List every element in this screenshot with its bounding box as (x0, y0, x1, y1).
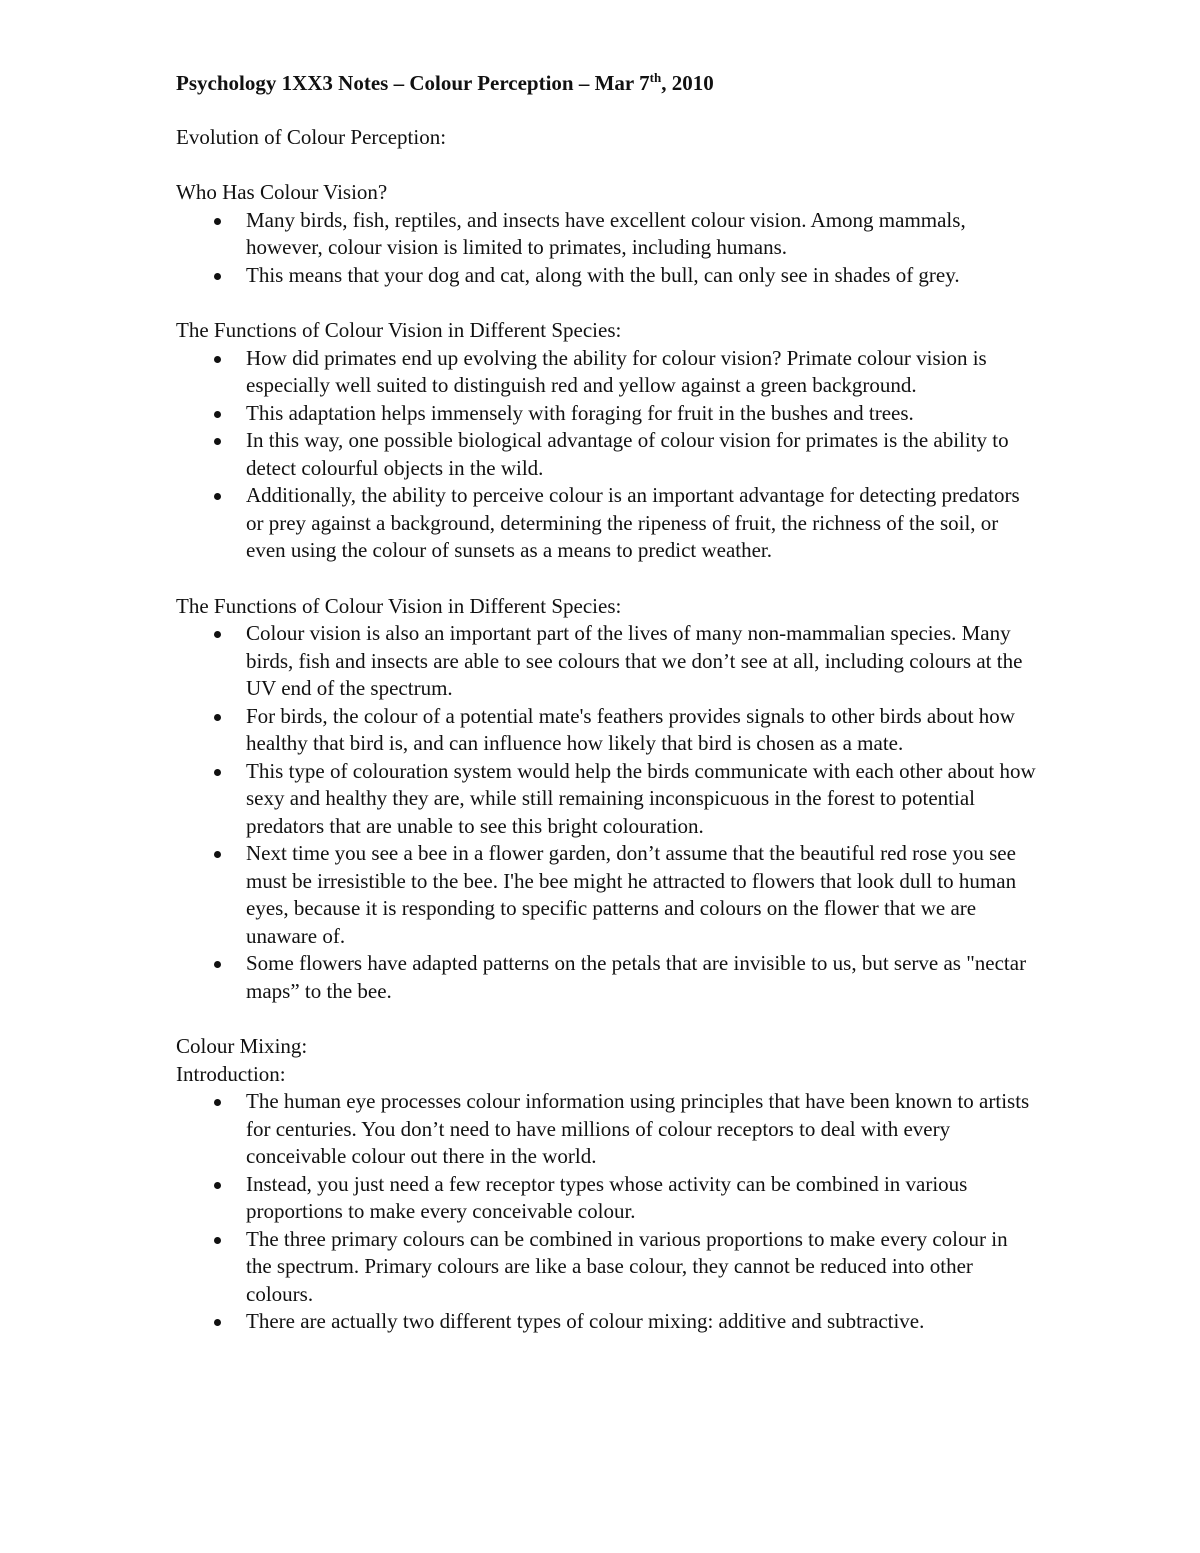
list-item: Next time you see a bee in a flower garden, don’t assume that the beautiful red rose you see must be irresistible to the bee. I'he bee might he attracted to flowers that look dull to human eyes, because it is responding to specific patterns and colours on the flower that we are unaware of. (246, 840, 1036, 950)
list-item: Many birds, fish, reptiles, and insects have excellent colour vision. Among mammals, however, colour vision is limited to primates, including humans. (246, 207, 1036, 262)
section-subheading-introduction: Introduction: (176, 1061, 286, 1086)
section-heading-colour-mixing: Colour Mixing: (176, 1034, 308, 1058)
bullet-list (176, 1088, 1036, 1336)
paragraph-spacer (176, 151, 1036, 179)
list-item: For birds, the colour of a potential mate's feathers provides signals to other birds about how healthy that bird is, and can influence how likely that bird is chosen as a mate. (246, 703, 1036, 758)
list-item: The three primary colours can be combined in various proportions to make every colour in the spectrum. Primary colours are like a base colour, they cannot be reduced into other colours. (246, 1226, 1036, 1309)
list-item: Additionally, the ability to perceive colour is an important advantage for detecting predators or prey against a background, determining the ripeness of fruit, the richness of the soil, or even using the colour of sunsets as a means to predict weather. (246, 482, 1036, 565)
list-item: This adaptation helps immensely with foraging for fruit in the bushes and trees. (246, 400, 1036, 428)
paragraph-spacer (176, 1005, 1036, 1033)
section-heading-functions-1: The Functions of Colour Vision in Different Species: (176, 318, 622, 342)
list-item: This means that your dog and cat, along with the bull, can only see in shades of grey. (246, 262, 1036, 290)
list-item: There are actually two different types of colour mixing: additive and subtractive. (246, 1308, 1036, 1336)
title-superscript: th (649, 70, 662, 85)
list-item: Instead, you just need a few receptor types whose activity can be combined in various proportions to make every conceivable colour. (246, 1171, 1036, 1226)
list-item: Colour vision is also an important part of the lives of many non-mammalian species. Many birds, fish and insects are able to see colours that we don’t see at all, including colours at the UV end of the spectrum. (246, 620, 1036, 703)
list-item: How did primates end up evolving the ability for colour vision? Primate colour vision is especially well suited to distinguish red and yellow against a green background. (246, 345, 1036, 400)
document-page (176, 70, 1036, 1336)
title-main: Psychology 1XX3 Notes – Colour Perception – Mar 7 (176, 71, 650, 95)
section-heading-who-has-colour-vision: Who Has Colour Vision? (176, 180, 388, 204)
section-heading-evolution: Evolution of Colour Perception: (176, 124, 447, 149)
bullet-list (176, 345, 1036, 565)
bullet-list (176, 620, 1036, 1005)
list-item: In this way, one possible biological advantage of colour vision for primates is the ability to detect colourful objects in the wild. (246, 427, 1036, 482)
list-item: The human eye processes colour information using principles that have been known to artists for centuries. You don’t need to have millions of colour receptors to deal with every conceivable colour out there in the world. (246, 1088, 1036, 1171)
list-item: This type of colouration system would help the birds communicate with each other about how sexy and healthy they are, while still remaining inconspicuous in the forest to potential predators that are unable to see this bright colouration. (246, 758, 1036, 841)
paragraph-spacer (176, 565, 1036, 593)
bullet-list (176, 207, 1036, 290)
paragraph-spacer (176, 289, 1036, 317)
title-tail: , 2010 (661, 71, 714, 95)
section-heading-functions-2: The Functions of Colour Vision in Different Species: (176, 593, 622, 618)
list-item: Some flowers have adapted patterns on the petals that are invisible to us, but serve as "nectar maps” to the bee. (246, 950, 1036, 1005)
page-title (176, 70, 1036, 98)
